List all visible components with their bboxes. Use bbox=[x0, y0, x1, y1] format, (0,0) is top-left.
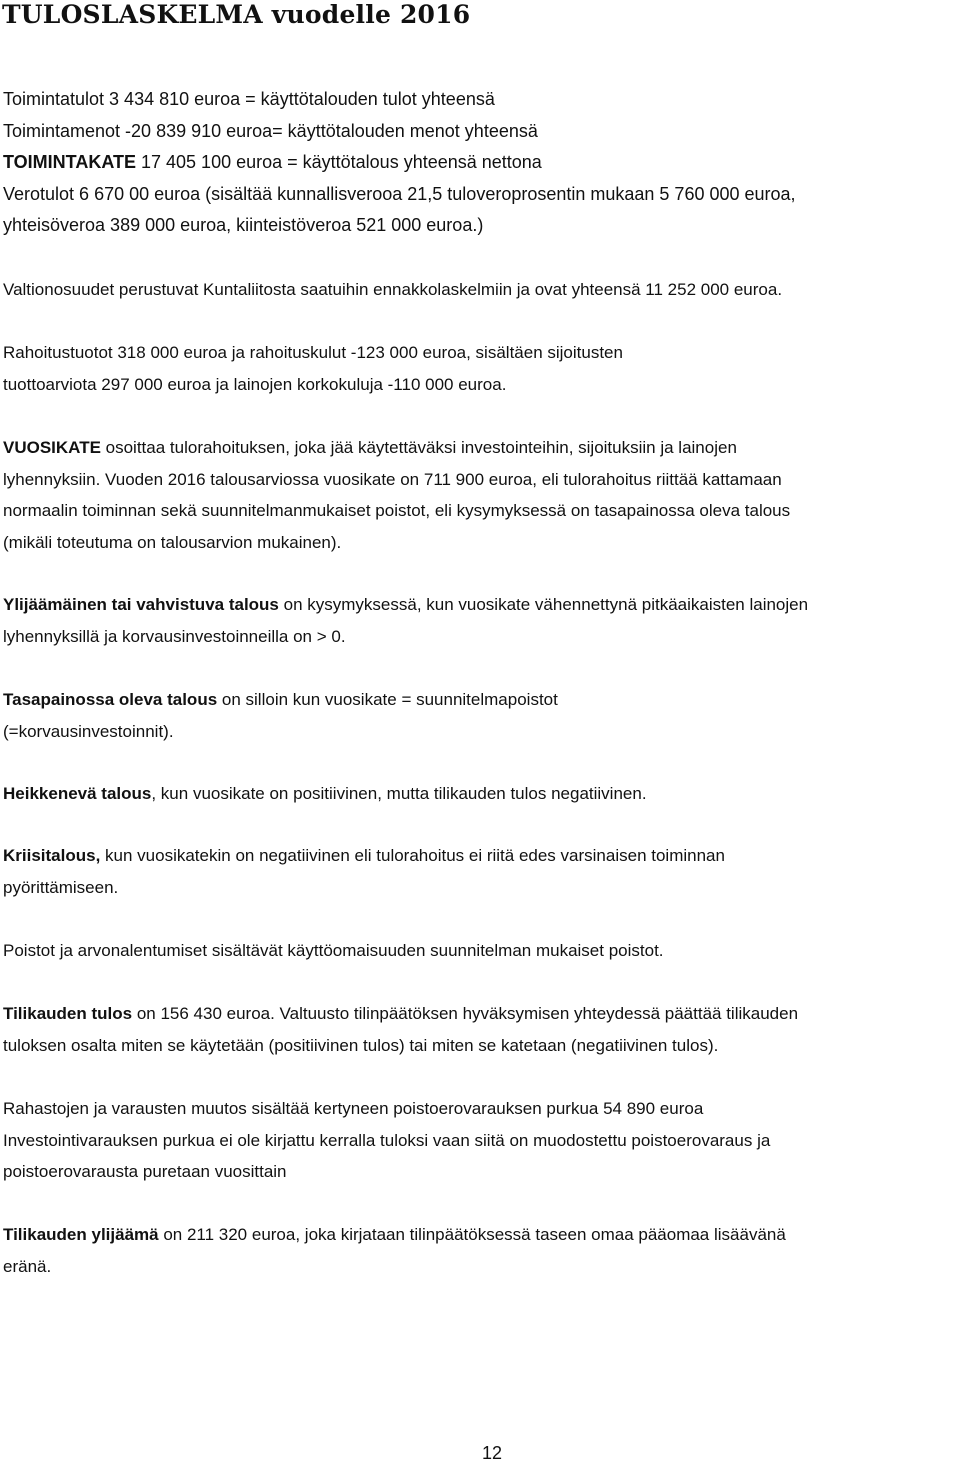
summary-block bbox=[3, 84, 958, 242]
paragraph-tilikauden-tulos: Tilikauden tulos on 156 430 euroa. Valtuusto tilinpäätöksen hyväksymisen yhteydessä päättää tilikauden tuloksen osalta miten se käytetään (positiivinen tulos) tai miten se katetaan (negatiivinen tulos). bbox=[3, 1004, 799, 1055]
paragraph-valtionosuudet: Valtionosuudet perustuvat Kuntaliitosta saatuihin ennakkolaskelmiin ja ovat yhteensä 11 252 000 euroa. bbox=[3, 280, 783, 299]
paragraph-rahastot: Rahastojen ja varausten muutos sisältää kertyneen poistoerovarauksen purkua 54 890 euroa Investointivarauksen purkua ei ole kirjattu kerralla tuloksi vaan siitä on muodostettu poistoerovaraus ja poistoerovarausta puretaan vuosittain bbox=[3, 1099, 771, 1182]
paragraph-rahoitus: Rahoitustuotot 318 000 euroa ja rahoituskulut -123 000 euroa, sisältäen sijoitusten tuottoarviota 297 000 euroa ja lainojen korkokuluja -110 000 euroa. bbox=[3, 343, 623, 394]
paragraph-tasapaino: Tasapainossa oleva talous on silloin kun vuosikate = suunnitelmapoistot (=korvausinvestoinnit). bbox=[3, 690, 558, 741]
summary-line: Verotulot 6 670 00 euroa (sisältää kunnallisverooa 21,5 tuloveroprosentin mukaan 5 760 000 euroa, bbox=[3, 183, 796, 204]
summary-line: Toimintatulot 3 434 810 euroa = käyttötalouden tulot yhteensä bbox=[3, 89, 495, 109]
paragraph-poistot: Poistot ja arvonalentumiset sisältävät käyttöomaisuuden suunnitelman mukaiset poistot. bbox=[3, 941, 664, 960]
page-title: TULOSLASKELMA vuodelle 2016 bbox=[2, 0, 471, 29]
paragraph-heikkeneva: Heikkenevä talous, kun vuosikate on positiivinen, mutta tilikauden tulos negatiivinen. bbox=[3, 784, 647, 803]
paragraph-tilikauden-ylijaama: Tilikauden ylijäämä on 211 320 euroa, joka kirjataan tilinpäätöksessä taseen omaa pääomaa lisäävänä eränä. bbox=[3, 1225, 786, 1276]
paragraph-vuosikate: VUOSIKATE osoittaa tulorahoituksen, joka jää käytettäväksi investointeihin, sijoituksiin ja lainojen lyhennyksiin. Vuoden 2016 talousarviossa vuosikate on 711 900 euroa, eli tulorahoitus riittää kattamaan normaalin toiminnan sekä suunnitelmanmukaiset poistot, eli kysymyksessä on tasapainossa oleva talous (mikäli toteutuma on talousarvion mukainen). bbox=[3, 438, 791, 552]
paragraph-ylijaamainen: Ylijäämäinen tai vahvistuva talous on kysymyksessä, kun vuosikate vähennettynä pitkäaikaisten lainojen lyhennyksillä ja korvausinvestoinneilla on > 0. bbox=[3, 595, 809, 646]
toimintakate-label: TOIMINTAKATE bbox=[3, 152, 141, 172]
summary-line: Toimintamenot -20 839 910 euroa= käyttötalouden menot yhteensä bbox=[3, 120, 538, 141]
summary-line: TOIMINTAKATE 17 405 100 euroa = käyttötalous yhteensä nettona bbox=[3, 152, 542, 172]
summary-line: yhteisöveroa 389 000 euroa, kiinteistöveroa 521 000 euroa.) bbox=[3, 215, 484, 235]
page-number: 12 bbox=[482, 1443, 503, 1463]
paragraph-kriisitalous: Kriisitalous, kun vuosikatekin on negatiivinen eli tulorahoitus ei riitä edes varsinaisen toiminnan pyörittämiseen. bbox=[3, 846, 725, 897]
